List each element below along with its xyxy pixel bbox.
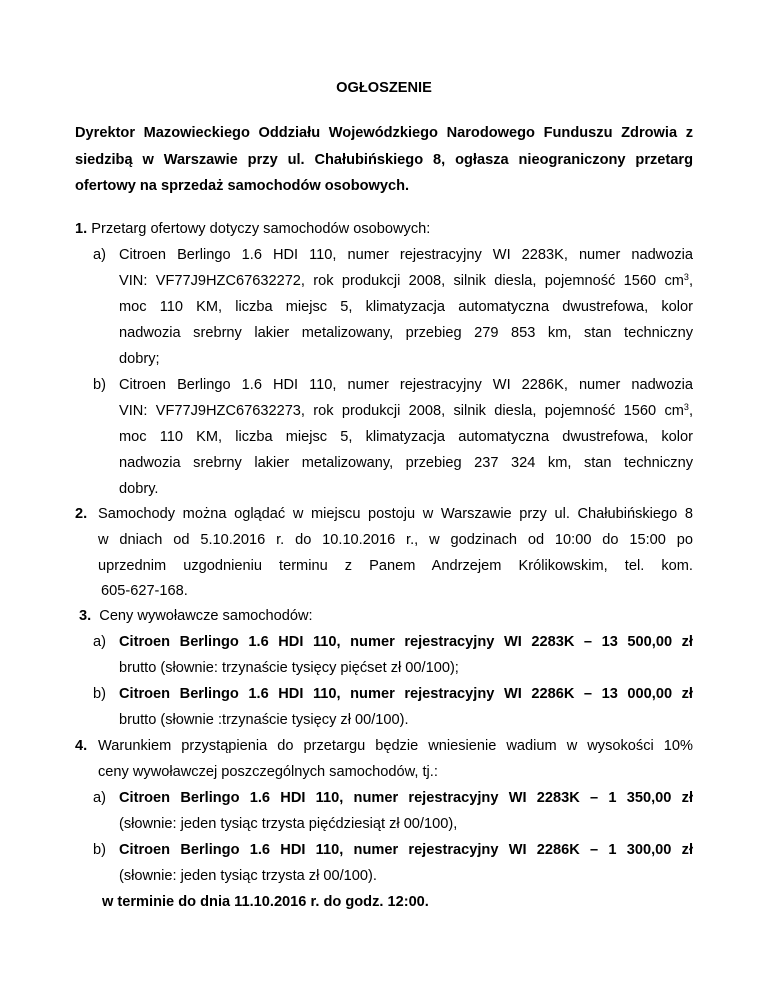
section-4b-words: (słownie: jeden tysiąc trzysta zł 00/100). (119, 868, 377, 884)
section-4a-words: (słownie: jeden tysiąc trzysta pięćdziesiąt zł 00/100), (119, 816, 458, 832)
section-1a-line-2: VIN: VF77J9HZC67632272, rok produkcji 2008, silnik diesla, pojemność 1560 $cm^3$, (119, 272, 693, 289)
section-3a-price-line: Citroen Berlingo 1.6 HDI 110, numer rejestracyjny WI 2283K – 13 500,00 zł (119, 634, 693, 650)
section-4-line-2: ceny wywoławczej poszczególnych samochodów, tj.: (98, 764, 438, 780)
section-1-text: Przetarg ofertowy dotyczy samochodów osobowych: (91, 221, 431, 237)
section-3a-words: brutto (słownie: trzynaście tysięcy pięćset zł 00/100); (119, 660, 459, 676)
section-4a-deposit-line: Citroen Berlingo 1.6 HDI 110, numer rejestracyjny WI 2283K – 1 350,00 zł (119, 790, 693, 806)
section-4-number: 4. (75, 738, 88, 754)
section-4-line-1: Warunkiem przystąpienia do przetargu będzie wniesienie wadium w wysokości 10% (98, 738, 693, 754)
section-1a-line-3: moc 110 KM, liczba miejsc 5, klimatyzacja automatyczna dwustrefowa, kolor (119, 299, 693, 315)
section-1b-line-4: nadwozia srebrny lakier metalizowany, przebieg 237 324 km, stan techniczny (119, 455, 693, 471)
deadline-line: w terminie do dnia 11.10.2016 r. do godz. 12:00. (102, 894, 429, 910)
section-4b-deposit-line: Citroen Berlingo 1.6 HDI 110, numer rejestracyjny WI 2286K – 1 300,00 zł (119, 842, 693, 858)
section-2-line-1: Samochody można oglądać w miejscu postoju w Warszawie przy ul. Chałubińskiego 8 (98, 506, 693, 522)
section-3a-marker: a) (93, 634, 106, 650)
intro-paragraph: Dyrektor Mazowieckiego Oddziału Wojewódzkiego Narodowego Funduszu Zdrowia z siedzibą w Warszawie przy ul. Chałubińskiego 8, ogłasza nieograniczony przetarg ofertowy na sprzedaż samochodów osobowych. (75, 125, 693, 194)
section-1b-marker: b) (93, 377, 106, 393)
section-1a-line-1: Citroen Berlingo 1.6 HDI 110, numer rejestracyjny WI 2283K, numer nadwozia (119, 247, 693, 263)
section-4a-marker: a) (93, 790, 106, 806)
section-1b-line-3: moc 110 KM, liczba miejsc 5, klimatyzacja automatyczna dwustrefowa, kolor (119, 429, 693, 445)
section-1b-line-2: VIN: VF77J9HZC67632273, rok produkcji 2008, silnik diesla, pojemność 1560 $cm^3$, (119, 402, 693, 419)
section-2-line-3: uprzednim uzgodnieniu terminu z Panem Andrzejem Królikowskim, tel. kom. (98, 558, 693, 574)
section-2-line-4: 605-627-168. (101, 583, 188, 599)
section-3-number: 3. (79, 608, 92, 624)
section-3-text: Ceny wywoławcze samochodów: (99, 608, 313, 624)
section-3b-words: brutto (słownie :trzynaście tysięcy zł 00/100). (119, 712, 409, 728)
section-1-number: 1. (75, 221, 88, 237)
section-1b-line-5: dobry. (119, 481, 159, 497)
section-1a-line-5: dobry; (119, 351, 160, 367)
section-2-line-2: w dniach od 5.10.2016 r. do 10.10.2016 r., w godzinach od 10:00 do 15:00 po (98, 532, 693, 548)
section-1-heading (75, 220, 430, 238)
section-1b-line-1: Citroen Berlingo 1.6 HDI 110, numer rejestracyjny WI 2286K, numer nadwozia (119, 377, 693, 393)
document-title: OGŁOSZENIE (336, 80, 432, 96)
section-3b-marker: b) (93, 686, 106, 702)
section-3b-price-line: Citroen Berlingo 1.6 HDI 110, numer rejestracyjny WI 2286K – 13 000,00 zł (119, 686, 693, 702)
section-4b-marker: b) (93, 842, 106, 858)
section-3-heading (79, 607, 313, 625)
section-1a-line-4: nadwozia srebrny lakier metalizowany, przebieg 279 853 km, stan techniczny (119, 325, 693, 341)
section-2-number: 2. (75, 506, 88, 522)
section-1a-marker: a) (93, 247, 106, 263)
